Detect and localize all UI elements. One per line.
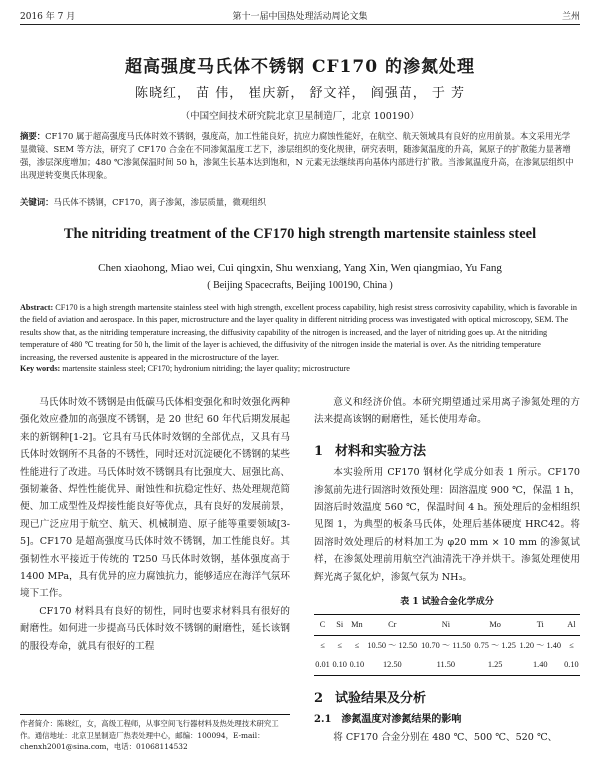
table-cell: ≤: [354, 640, 360, 650]
table-cell: 11.50: [436, 660, 456, 670]
keywords-english-text: martensite stainless steel; CF170; hydronium nitriding; the layer quality; microstructure: [60, 364, 350, 373]
table-cell: 0.10: [564, 660, 579, 670]
table-header-cell: Ti: [536, 620, 544, 630]
header-date: 2016 年 7 月: [20, 12, 76, 22]
intro-paragraph-1: 马氏体时效不锈钢是由低碳马氏体相变强化和时效强化两种强化效应叠加的高强度不锈钢，是 20 世纪 60 年代后期发展起来的新钢种[1-2]。它具有马氏体时效钢的全部优点，又具有马氏体时效钢所不具备的不锈性，同时还对沉淀硬化不锈钢的某些性能进行了改进。马氏体时效不锈钢具有比强度大、屈强比高、强韧兼备、焊性性能优异、耐蚀性和抗稳定性好、热处理规范简便、加工成型性及焊接性能良好等优点，具有良好的发展前景，现已广泛应用于航空、航天、机械制造、原子能等重要领域[3-5]。CF170 是超高强度马氏体时效不锈钢，加工性能良好。其强韧性水平接近于传统的 T250 马氏体时效钢，基体强度高于 1400 MPa，具有优异的应力腐蚀抗力，能够适应在海洋气氛环境下工作。: [20, 397, 290, 600]
table-cell: 12.50: [382, 660, 402, 670]
table-range-row: [314, 635, 580, 655]
table-header-cell: Cr: [388, 620, 397, 630]
section-1-title: 材料和实验方法: [335, 443, 427, 459]
running-header: [20, 6, 580, 25]
header-proceedings: 第十一届中国热处理活动周论文集: [232, 12, 368, 22]
title-english: The nitriding treatment of the CF170 high strength martensite stainless steel: [63, 226, 537, 242]
keywords-chinese: [20, 196, 578, 208]
abstract-chinese-label: 摘要：: [20, 131, 46, 141]
author-footnote: 作者简介：陈晓红，女，高级工程师，从事空间飞行器材料及热处理技术研究工作。通信地址：北京卫星制造厂热表处理中心，邮编：100094，E-mail：chenxh2001@sina.com，电话：01068114532: [20, 714, 290, 753]
section-2-number: 2: [314, 690, 324, 706]
subsection-2-1-heading: [314, 711, 580, 728]
table-header-cell: Ni: [441, 620, 451, 630]
intro-paragraph-2: CF170 材料具有良好的韧性，同时也要求材料具有很好的耐磨性。如何进一步提高马氏体时效不锈钢的耐磨性，延长该钢的服役寿命，就具有很好的工程: [20, 605, 290, 652]
table-cell: 0.10: [349, 660, 365, 670]
table-cell: 0.01: [315, 660, 330, 670]
section-1-heading: [314, 443, 580, 460]
table-cell: 1.40: [532, 660, 548, 670]
table-header-cell: C: [319, 620, 326, 630]
table-1-title: 表 1 试验合金化学成分: [400, 597, 494, 608]
methods-paragraph: 本实验所用 CF170 钢材化学成分如表 1 所示。CF170 渗氮前先进行固溶时效预处理：固溶温度 900 ℃，保温 1 h，固溶后时效温度 560 ℃，保温时间 4 h。预处理后的金相组织见图 1，为典型的板条马氏体，处理后基体硬度 HRC42。将固溶时效处理后的材料加工为 φ20 mm × 10 mm 的渗氮试样，在渗氮处理前用航空汽油清洗干净并烘干。渗氮处理使用辉光离子氮化炉，渗氮气氛为 NH₃。: [314, 467, 580, 583]
abstract-chinese: [20, 130, 578, 182]
authors-chinese: 陈晓红， 苗 伟， 崔庆新， 舒文祥， 阎强苗， 于 芳: [135, 86, 465, 101]
abstract-english-label: Abstract:: [20, 303, 54, 312]
table-cell: 0.10: [332, 660, 347, 670]
table-header-cell: Si: [336, 620, 344, 630]
results-paragraph: 将 CF170 合金分别在 480 ℃、500 ℃、520 ℃、: [333, 731, 558, 743]
table-cell: ≤: [569, 640, 574, 650]
abstract-english-text: CF170 is a high strength martensite stainless steel with high strength, excellent process capability, high resist stress corrosivity capability, which is favorable in the field of aviation and aerospace. In this paper, microstructure and the layer quality in different nitriding process was investigated with optical microscopy, SEM. The results show that, as the nitriding temperature increasing, the diffusivity capability of the nitrogen is increased, and the layer of nitriding goes up. At the nitriding temperature of 480 ℃ treating for 50 h, the limit of the layer is achieved, the diffusivity of the nitrogen inside the material is over. As the nitriding temperature increasing, the reversed austenite is appeared in the microstructure of the layer.: [20, 303, 577, 362]
abstract-english: [20, 302, 578, 364]
section-1-number: 1: [314, 443, 324, 459]
keywords-chinese-text: 马氏体不锈钢，CF170，离子渗氮，渗层质量，微观组织: [53, 197, 266, 207]
subsection-2-1-number: 2.1: [314, 714, 332, 726]
section-2-title: 试验结果及分析: [335, 690, 427, 706]
table-cell: 1.25: [487, 660, 503, 670]
authors-english: Chen xiaohong, Miao wei, Cui qingxin, Shu wenxiang, Yang Xin, Wen qiangmiao, Yu Fang: [98, 262, 502, 274]
table-header-cell: Al: [567, 620, 576, 630]
composition-table: [314, 614, 580, 675]
keywords-chinese-label: 关键词：: [20, 197, 54, 207]
table-header-cell: Mn: [351, 620, 363, 630]
affiliation-english: ( Beijing Spacecrafts, Beijing 100190, China ): [207, 280, 393, 291]
table-header-row: [314, 615, 580, 635]
table-cell: 1.20 ～ 1.40: [519, 640, 561, 650]
keywords-english-label: Key words:: [20, 364, 61, 373]
keywords-english: [20, 364, 578, 373]
table-cell: 0.75 ～ 1.25: [474, 640, 516, 650]
table-cell: 10.70 ～ 11.50: [421, 640, 471, 650]
table-value-row: [314, 655, 580, 675]
table-cell: 10.50 ～ 12.50: [367, 640, 418, 650]
abstract-chinese-text: CF170 属于超高强度马氏体时效不锈钢，强度高，加工性能良好，抗应力腐蚀性能好，在航空、航天领域具有良好的应用前景。本文采用光学显微镜、SEM 等方法，研究了 CF170 合金在不同渗氮温度工艺下，渗层组织的变化规律，研究表明，随渗氮温度的升高，氮原子的扩散能力显著增强，渗层深度增加；480 ℃渗氮保温时间 50 h，渗氮生长基本达到饱和，N 元素无法继续再向基体内部进行扩散。当渗氮温度升高，在渗氮层组织中出现逆转变奥氏体现象。: [20, 131, 574, 180]
body-left-column: [20, 394, 290, 655]
subsection-2-1-title: 渗氮温度对渗氮结果的影响: [341, 714, 462, 726]
body-right-column: [314, 394, 580, 746]
table-cell: ≤: [320, 640, 325, 650]
section-2-heading: [314, 690, 580, 707]
header-location: 兰州: [561, 12, 580, 22]
affiliation-chinese: （中国空间技术研究院北京卫星制造厂，北京 100190）: [180, 111, 420, 122]
table-header-cell: Mo: [489, 620, 501, 630]
intro-paragraph-3: 意义和经济价值。本研究期望通过采用离子渗氮处理的方法来提高该钢的耐磨性，延长使用寿命。: [314, 397, 580, 426]
title-chinese: 超高强度马氏体不锈钢 CF170 的渗氮处理: [125, 57, 475, 77]
table-cell: ≤: [337, 640, 342, 650]
